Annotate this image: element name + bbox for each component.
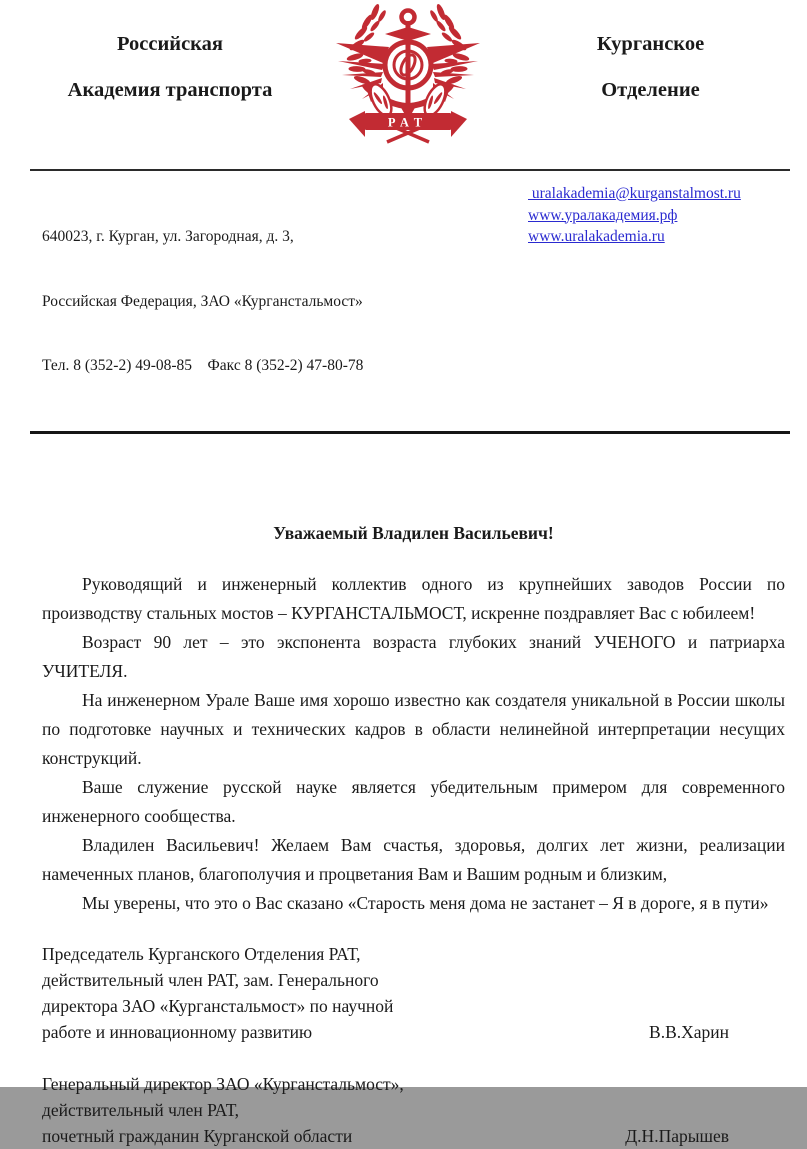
letter-paragraph: Ваше служение русской науке является убедительным примером для современного инженерного сообщества.	[42, 776, 785, 826]
web-links	[528, 183, 741, 420]
address-line2: Российская Федерация, ЗАО «Курганстальмост»	[42, 292, 363, 310]
letterhead	[30, 0, 790, 171]
org-name-left	[30, 0, 310, 104]
org-name-line1: Российская	[116, 33, 224, 55]
signatory-name: Д.Н.Парышев	[625, 1125, 729, 1146]
rat-monogram: РАТ	[387, 115, 429, 130]
branch-name-line2: Отделение	[601, 79, 700, 101]
letter-paragraph: Возраст 90 лет – это экспонента возраста глубоких знаний УЧЕНОГО и патриарха УЧИТЕЛЯ.	[42, 631, 785, 681]
salutation: Уважаемый Владилен Васильевич!	[273, 522, 554, 543]
letter-body	[0, 519, 807, 918]
org-name-line2: Академия транспорта	[67, 79, 273, 101]
branch-name-line1: Курганское	[596, 33, 705, 55]
signature-role-line: Председатель Курганского Отделения РАТ,	[42, 943, 361, 964]
org-name-right	[481, 0, 790, 104]
letter-paragraph: Мы уверены, что это о Вас сказано «Старость меня дома не застанет – Я в дороге, я в пути»	[82, 892, 769, 913]
letter-paragraph: Владилен Васильевич! Желаем Вам счастья, здоровья, долгих лет жизни, реализации намеченных планов, благополучия и процветания Вам и Вашим родным и близким,	[42, 834, 785, 884]
anchor-ring	[402, 11, 415, 24]
signature-role-line: директора ЗАО «Курганстальмост» по научной	[42, 995, 394, 1016]
website-link-latin[interactable]: www.uralakademia.ru	[528, 228, 665, 245]
letterhead-divider	[30, 431, 790, 434]
signatory-name: В.В.Харин	[649, 1021, 729, 1042]
contact-block	[42, 183, 790, 420]
letter-paragraph: Руководящий и инженерный коллектив одного из крупнейших заводов России по производству стальных мостов – КУРГАНСТАЛЬМОСТ, искренне поздравляет Вас с юбилеем!	[42, 573, 785, 623]
address-line1: 640023, г. Курган, ул. Загородная, д. 3,	[42, 228, 294, 245]
signature-block	[42, 1071, 785, 1149]
signature-role-line: Генеральный директор ЗАО «Курганстальмост»,	[42, 1073, 404, 1094]
postal-address	[42, 183, 528, 420]
signature-section	[0, 918, 807, 1149]
signature-role-line: работе и инновационному развитию	[42, 1021, 313, 1042]
email-link[interactable]: uralakademia@kurganstalmost.ru	[528, 185, 741, 202]
signature-role-line: действительный член РАТ,	[42, 1099, 240, 1120]
phone-fax-line: Тел. 8 (352-2) 49-08-85 Факс 8 (352-2) 47-80-78	[42, 357, 364, 374]
website-link-cyrillic[interactable]: www.уралакадемия.рф	[528, 206, 678, 224]
signature-role-line: действительный член РАТ, зам. Генерального	[42, 969, 379, 990]
rat-emblem-icon	[335, 3, 481, 143]
letter-paragraph: На инженерном Урале Ваше имя хорошо известно как создателя уникальной в России школы по подготовке научных и технических кадров в области нелинейной интерпретации несущих конструкций.	[42, 689, 785, 768]
signature-role-line: почетный гражданин Курганской области	[42, 1125, 353, 1146]
signature-block	[42, 941, 785, 1045]
